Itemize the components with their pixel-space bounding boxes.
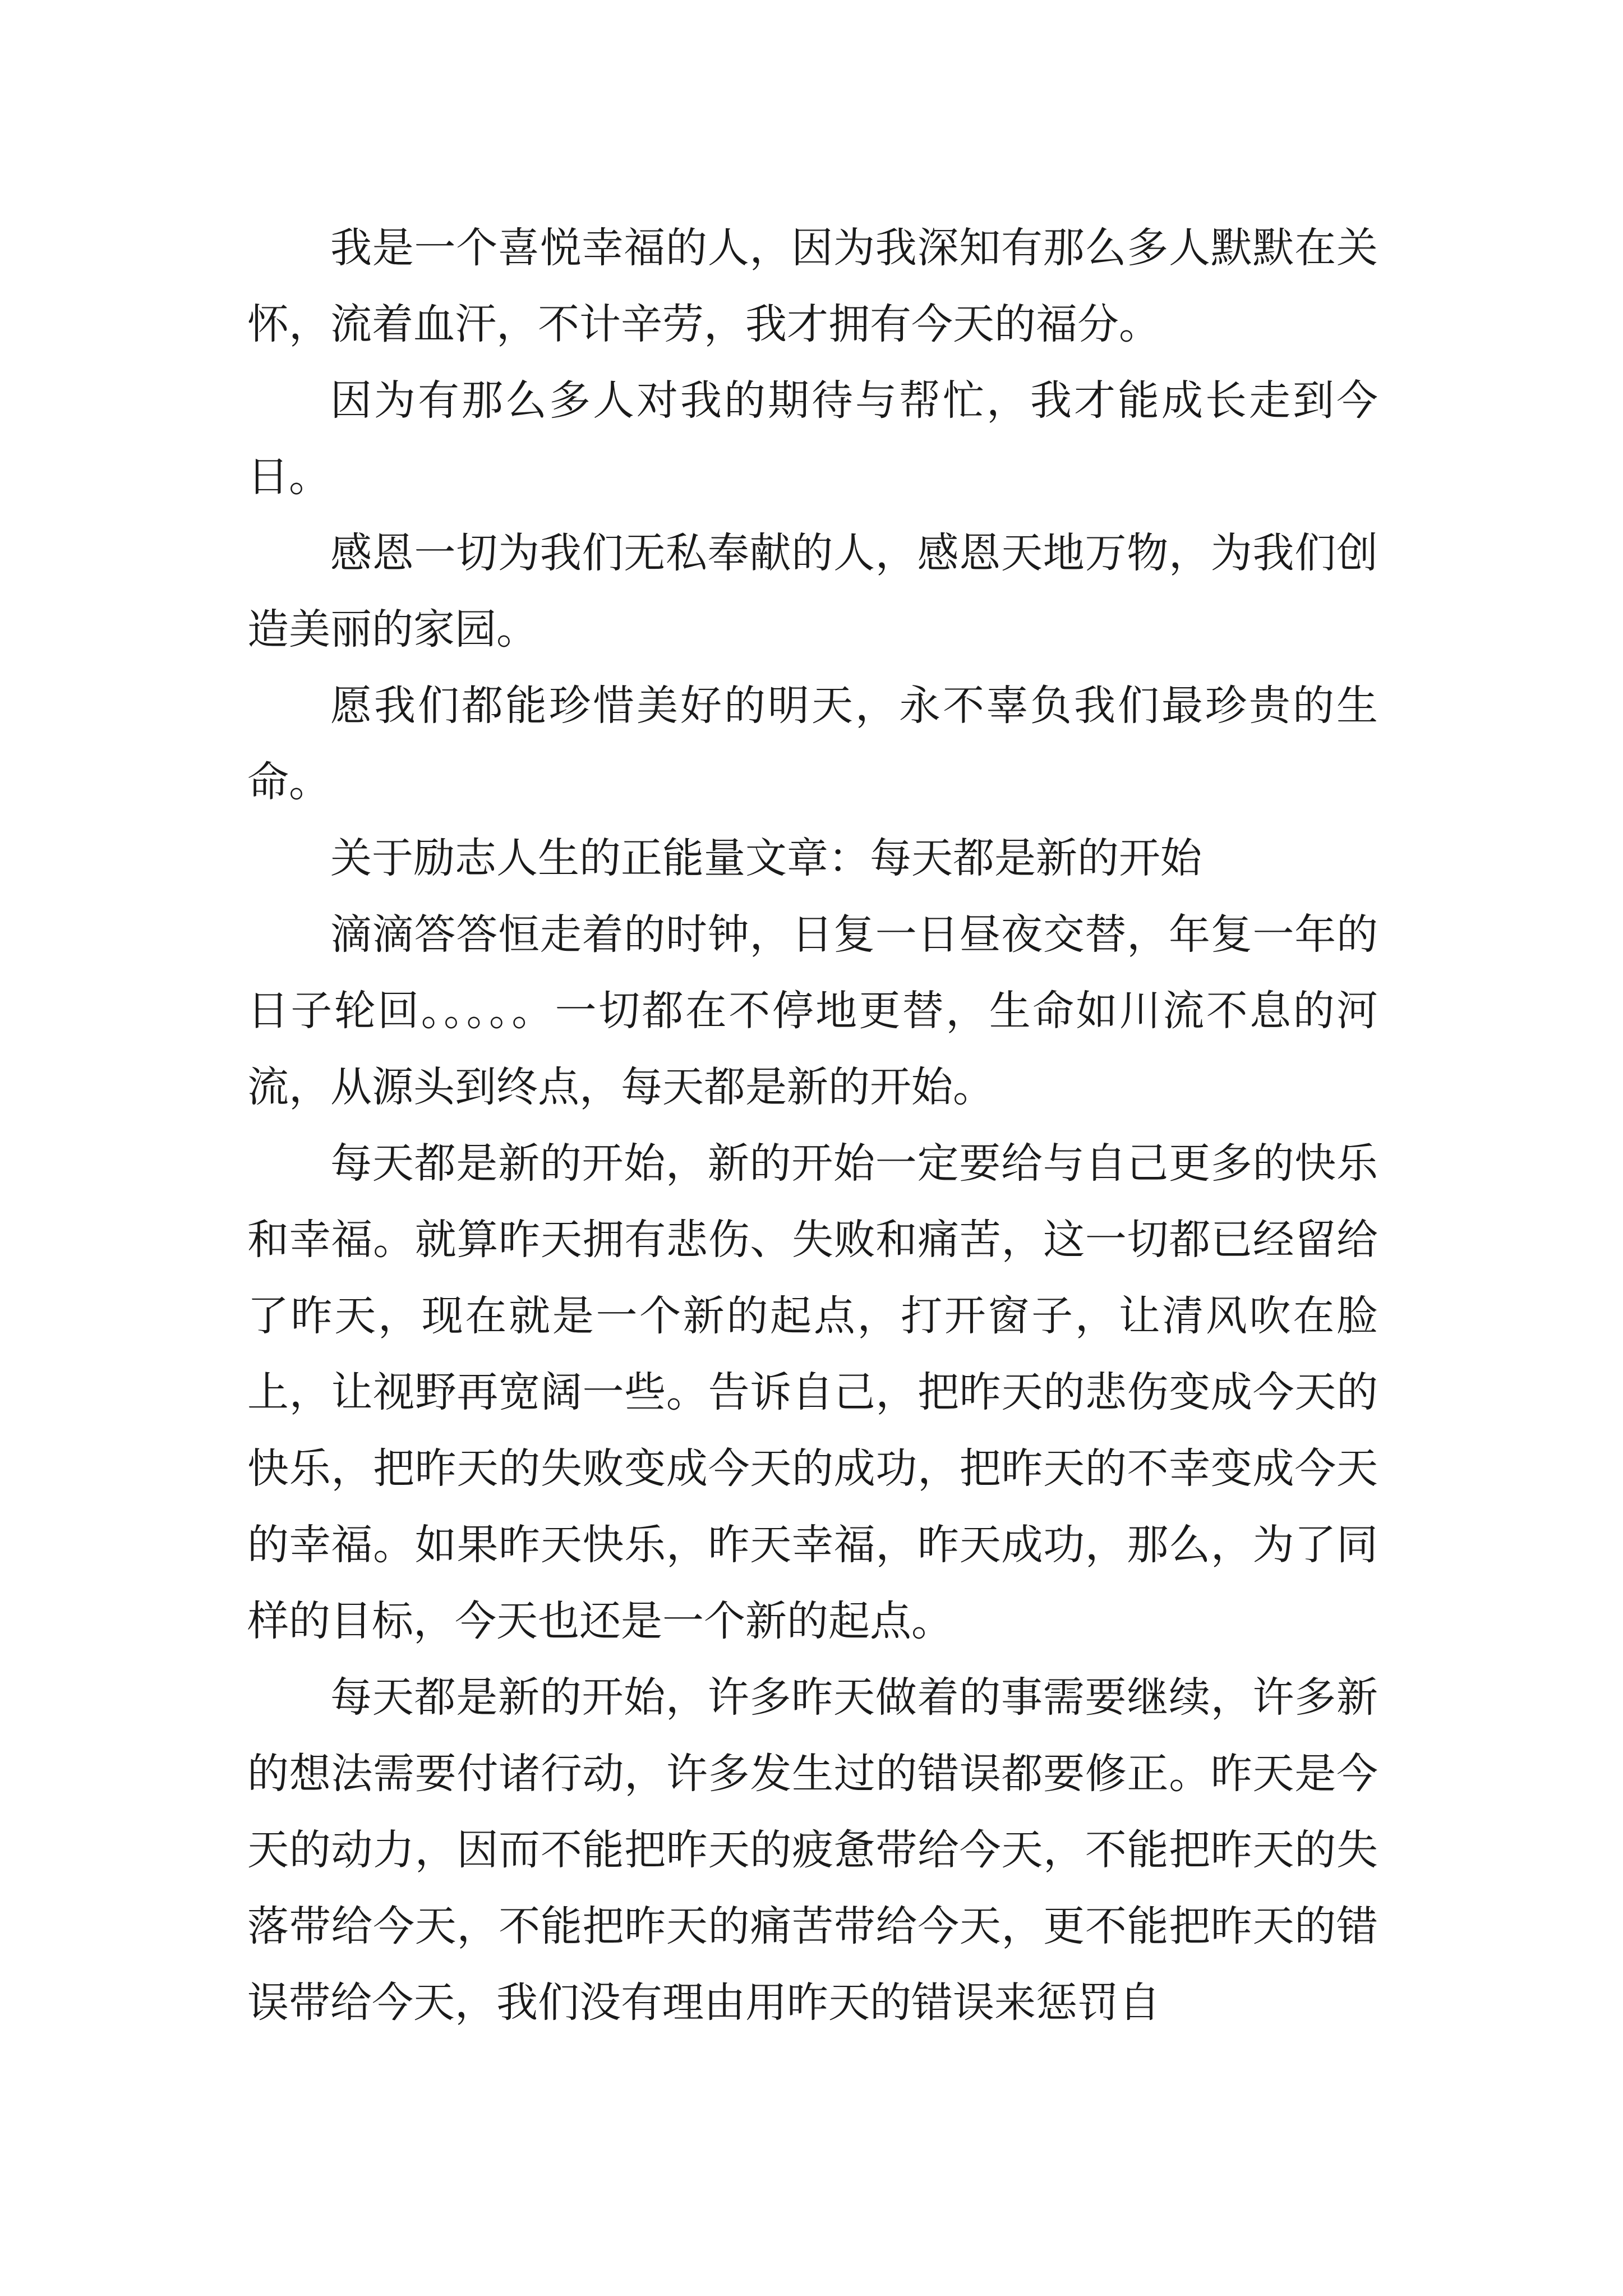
paragraph-continue: 每天都是新的开始，许多昨天做着的事需要继续，许多新的想法需要付诸行动，许多发生过的错误都要修正。昨天是今天的动力，因而不能把昨天的疲惫带给今天，不能把昨天的失落带给今天，不能把昨天的痛苦带给今天，更不能把昨天的错误带给今天，我们没有理由用昨天的错误来惩罚自 — [247, 1673, 1378, 2027]
paragraph-new-start: 每天都是新的开始，新的开始一定要给与自己更多的快乐和幸福。就算昨天拥有悲伤、失败和痛苦，这一切都已经留给了昨天，现在就是一个新的起点，打开窗子，让清风吹在脸上，让视野再宽阔一些。告诉自己，把昨天的悲伤变成今天的快乐，把昨天的失败变成今天的成功，把昨天的不幸变成今天的幸福。如果昨天快乐，昨天幸福，昨天成功，那么，为了同样的目标，今天也还是一个新的起点。 — [247, 1139, 1378, 1645]
paragraph-growth: 因为有那么多人对我的期待与帮忙，我才能成长走到今日。 — [247, 376, 1378, 501]
paragraph-clock: 滴滴答答恒走着的时钟，日复一日昼夜交替，年复一年的日子轮回。。。。。一切都在不停地更替，生命如川流不息的河流，从源头到终点，每天都是新的开始。 — [247, 910, 1378, 1111]
paragraph-thanks: 感恩一切为我们无私奉献的人，感恩天地万物，为我们创造美丽的家园。 — [247, 529, 1378, 654]
paragraph-wish: 愿我们都能珍惜美好的明天，永不辜负我们最珍贵的生命。 — [247, 682, 1378, 806]
paragraph-gratitude: 我是一个喜悦幸福的人，因为我深知有那么多人默默在关怀，流着血汗，不计辛劳，我才拥有今天的福分。 — [247, 224, 1378, 348]
document-body — [247, 210, 1378, 2041]
article-heading: 关于励志人生的正能量文章：每天都是新的开始 — [330, 834, 1202, 882]
